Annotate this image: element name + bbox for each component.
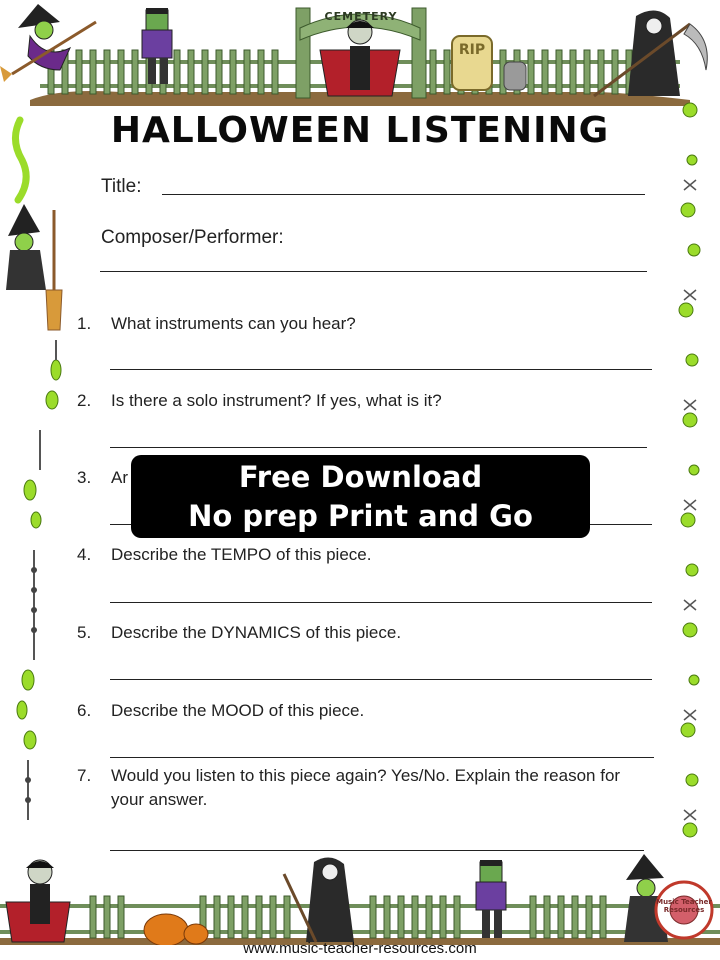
free-download-banner[interactable]	[131, 455, 590, 538]
question-text: Would you listen to this piece again? Yes/No. Explain the reason for your answer.	[111, 766, 621, 809]
question-text: Describe the MOOD of this piece.	[111, 701, 365, 720]
title-label: Title:	[101, 176, 142, 197]
composer-label: Composer/Performer:	[101, 227, 284, 248]
question-number: 6.	[77, 701, 92, 720]
banner-line-1: Free Download	[238, 460, 483, 494]
question-number: 1.	[77, 314, 92, 333]
question-text: What instruments can you hear?	[111, 314, 356, 333]
title-answer-line[interactable]	[162, 194, 645, 195]
question-number: 7.	[77, 766, 92, 785]
tombstone-inscription: RIP	[458, 42, 486, 58]
question-text: Describe the DYNAMICS of this piece.	[111, 623, 402, 642]
question-number: 5.	[77, 623, 92, 642]
question-text: Ar	[111, 468, 128, 487]
left-border-decoration	[0, 100, 72, 900]
answer-line[interactable]	[110, 850, 644, 851]
logo-badge: Music Teacher Resources	[656, 898, 712, 914]
page-title: HALLOWEEN LISTENING	[110, 110, 610, 151]
banner-line-2: No prep Print and Go	[188, 499, 533, 533]
question-number: 4.	[77, 545, 92, 564]
question-text: Is there a solo instrument? If yes, what is it?	[111, 391, 442, 410]
question-number: 3.	[77, 468, 92, 487]
composer-answer-line[interactable]	[100, 271, 647, 272]
answer-line[interactable]	[110, 447, 647, 448]
right-border-decoration	[670, 100, 720, 900]
cemetery-sign: CEMETERY	[324, 10, 398, 23]
bottom-border-decoration	[0, 850, 720, 945]
answer-line[interactable]	[110, 757, 654, 758]
question-number: 2.	[77, 391, 92, 410]
website-url[interactable]: www.music-teacher-resources.com	[243, 940, 477, 957]
answer-line[interactable]	[110, 602, 652, 603]
answer-line[interactable]	[110, 369, 652, 370]
question-text: Describe the TEMPO of this piece.	[111, 545, 372, 564]
answer-line[interactable]	[110, 679, 652, 680]
